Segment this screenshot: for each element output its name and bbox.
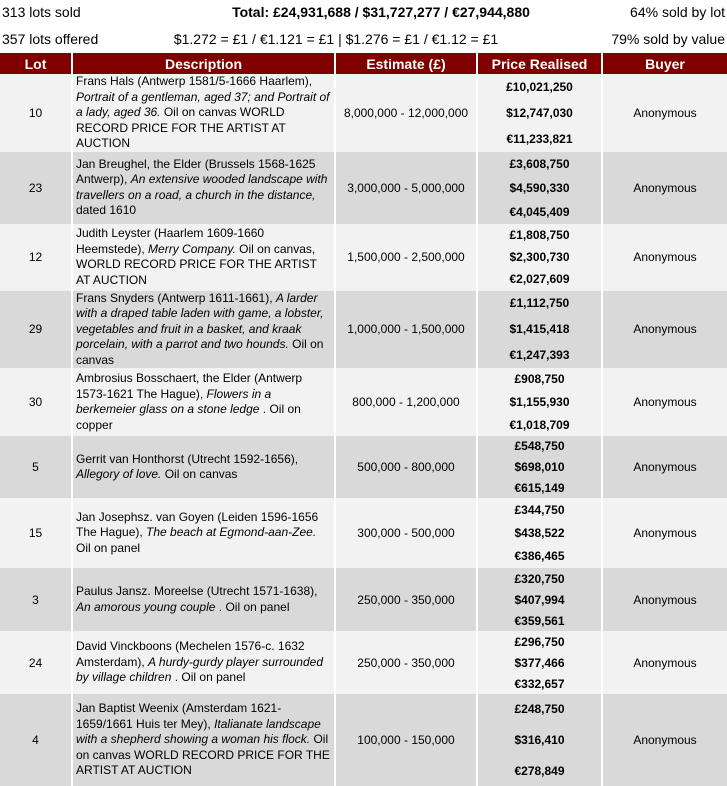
buyer: Anonymous	[602, 291, 727, 369]
price-realised	[477, 291, 602, 369]
lot-description	[72, 568, 335, 631]
table-row	[0, 291, 727, 369]
medium-note: . Oil on panel	[171, 670, 246, 685]
price-gbp: £10,021,250	[506, 79, 573, 94]
lot-number: 23	[0, 152, 72, 224]
buyer: Anonymous	[602, 152, 727, 224]
price-gbp: £1,112,750	[509, 296, 570, 311]
estimate: 500,000 - 800,000	[335, 436, 477, 498]
artist: Ambrosius Bosschaert, the Elder (Antwerp 1573-1621 The Hague),	[76, 371, 303, 401]
lot-description	[72, 368, 335, 436]
price-eur: €615,149	[514, 480, 565, 495]
price-realised	[477, 224, 602, 291]
table-row	[0, 436, 727, 498]
price-usd: $2,300,730	[509, 249, 570, 264]
price-gbp: £296,750	[514, 634, 565, 649]
price-usd: $438,522	[514, 525, 565, 540]
medium-note: . Oil on panel	[215, 599, 290, 614]
artwork-title: Merry Company.	[148, 241, 236, 256]
header-price-realised: Price Realised	[477, 53, 602, 74]
price-eur: €386,465	[514, 549, 565, 564]
price-gbp: £548,750	[514, 439, 565, 454]
lot-number: 15	[0, 498, 72, 568]
table-row	[0, 74, 727, 152]
lot-number: 12	[0, 224, 72, 291]
artist: David Vinckboons (Mechelen 1576-c. 1632 Amsterdam),	[76, 639, 305, 669]
price-usd: $377,466	[514, 655, 565, 670]
summary-row-2	[0, 27, 727, 53]
price-realised	[477, 436, 602, 498]
price-realised	[477, 568, 602, 631]
estimate: 1,000,000 - 1,500,000	[335, 291, 477, 369]
estimate: 800,000 - 1,200,000	[335, 368, 477, 436]
exchange-rates: $1.272 = £1 / €1.121 = £1 | $1.276 = £1 / €1.12 = £1	[173, 31, 499, 47]
price-realised	[477, 152, 602, 224]
price-gbp: £248,750	[514, 702, 565, 717]
total-realised: Total: £24,931,688 / $31,727,277 / €27,944,880	[232, 4, 530, 20]
table-header-row	[0, 53, 727, 74]
table-row	[0, 152, 727, 224]
lot-number: 29	[0, 291, 72, 369]
estimate: 100,000 - 150,000	[335, 694, 477, 786]
price-eur: €1,247,393	[509, 348, 570, 363]
medium-note: Oil on canvas	[76, 337, 324, 367]
table-row	[0, 368, 727, 436]
artist: Frans Snyders (Antwerp 1611-1661),	[76, 290, 276, 305]
sold-by-value: 79% sold by value	[611, 31, 725, 47]
table-row	[0, 568, 727, 631]
medium-note: Oil on panel	[76, 540, 141, 555]
table-row	[0, 631, 727, 694]
price-usd: $12,747,030	[506, 105, 573, 120]
price-gbp: £344,750	[514, 502, 565, 517]
buyer: Anonymous	[602, 74, 727, 152]
artist: Gerrit van Honthorst (Utrecht 1592-1656),	[76, 451, 299, 466]
price-realised	[477, 74, 602, 152]
lot-description	[72, 436, 335, 498]
lots-offered: 357 lots offered	[2, 31, 99, 47]
buyer: Anonymous	[602, 368, 727, 436]
header-estimate: Estimate (£)	[335, 53, 477, 74]
medium-note: dated 1610	[76, 203, 137, 217]
price-realised	[477, 694, 602, 786]
lot-number: 24	[0, 631, 72, 694]
table-row	[0, 498, 727, 568]
buyer: Anonymous	[602, 631, 727, 694]
price-realised	[477, 631, 602, 694]
price-gbp: £908,750	[514, 372, 565, 387]
price-eur: €332,657	[514, 676, 565, 691]
estimate: 250,000 - 350,000	[335, 568, 477, 631]
lot-description	[72, 74, 335, 152]
artwork-title: The beach at Egmond-aan-Zee.	[146, 525, 317, 540]
price-realised	[477, 498, 602, 568]
medium-note: . Oil on copper	[76, 402, 301, 432]
buyer: Anonymous	[602, 498, 727, 568]
estimate: 300,000 - 500,000	[335, 498, 477, 568]
artist: Judith Leyster (Haarlem 1609-1660 Heemstede),	[76, 226, 265, 256]
artist: Paulus Jansz. Moreelse (Utrecht 1571-1638),	[76, 584, 318, 598]
price-eur: €359,561	[514, 613, 565, 628]
price-eur: €278,849	[514, 763, 565, 778]
estimate: 8,000,000 - 12,000,000	[335, 74, 477, 152]
buyer: Anonymous	[602, 224, 727, 291]
medium-note: Oil on canvas WORLD RECORD PRICE FOR THE ARTIST AT AUCTION	[76, 732, 330, 778]
lot-description	[72, 152, 335, 224]
medium-note: Oil on canvas	[161, 467, 238, 481]
lot-number: 10	[0, 74, 72, 152]
header-lot: Lot	[0, 53, 72, 74]
artist: Jan Baptist Weenix (Amsterdam 1621-1659/1661 Huis ter Mey),	[76, 701, 282, 731]
price-eur: €4,045,409	[509, 204, 570, 219]
artwork-title: A hurdy-gurdy player surrounded by village children	[76, 654, 323, 685]
estimate: 1,500,000 - 2,500,000	[335, 224, 477, 291]
artwork-title: Portrait of a gentleman, aged 37; and Portrait of a lady, aged 36.	[76, 89, 330, 119]
artist: Jan Josephsz. van Goyen (Leiden 1596-1656 The Hague),	[76, 509, 319, 540]
price-usd: $4,590,330	[509, 180, 570, 195]
price-eur: €2,027,609	[509, 272, 570, 287]
summary-row-1	[0, 0, 727, 26]
price-gbp: £320,750	[514, 571, 565, 586]
price-usd: $1,155,930	[509, 394, 570, 409]
artwork-title: A larder with a draped table laden with game, a lobster, vegetables and fruit in a basket, and kraak porcelain, with a parrot and two hounds.	[76, 290, 324, 351]
sold-by-lot: 64% sold by lot	[630, 4, 725, 20]
price-usd: $407,994	[514, 592, 565, 607]
price-gbp: £1,808,750	[509, 227, 570, 242]
artwork-title: An extensive wooded landscape with travellers on a road, a church in the distance,	[76, 172, 328, 202]
estimate: 250,000 - 350,000	[335, 631, 477, 694]
results-table	[0, 53, 727, 786]
artwork-title: Flowers in a berkemeier glass on a stone ledge	[76, 386, 272, 416]
lot-number: 30	[0, 368, 72, 436]
lot-description	[72, 498, 335, 568]
artwork-title: Allegory of love.	[76, 467, 162, 481]
lot-number: 3	[0, 568, 72, 631]
table-row	[0, 694, 727, 786]
buyer: Anonymous	[602, 436, 727, 498]
buyer: Anonymous	[602, 694, 727, 786]
price-gbp: £3,608,750	[509, 156, 570, 171]
price-eur: €11,233,821	[506, 131, 573, 146]
table-row	[0, 224, 727, 291]
lot-description	[72, 631, 335, 694]
price-usd: $316,410	[514, 732, 565, 747]
header-description: Description	[72, 53, 335, 74]
price-usd: $698,010	[514, 459, 565, 474]
header-buyer: Buyer	[602, 53, 727, 74]
artwork-title: Italianate landscape with a shepherd showing a woman his flock.	[76, 716, 321, 747]
lot-description	[72, 291, 335, 369]
artist: Frans Hals (Antwerp 1581/5-1666 Haarlem),	[76, 74, 313, 88]
lot-number: 5	[0, 436, 72, 498]
artist: Jan Breughel, the Elder (Brussels 1568-1625 Antwerp),	[76, 156, 316, 186]
lots-sold: 313 lots sold	[2, 4, 81, 20]
price-realised	[477, 368, 602, 436]
price-eur: €1,018,709	[509, 417, 570, 432]
medium-note: Oil on canvas WORLD RECORD PRICE FOR THE ARTIST AT AUCTION	[76, 105, 286, 150]
estimate: 3,000,000 - 5,000,000	[335, 152, 477, 224]
lot-description	[72, 694, 335, 786]
price-usd: $1,415,418	[509, 322, 570, 337]
lot-description	[72, 224, 335, 291]
artwork-title: An amorous young couple	[76, 599, 216, 614]
lot-number: 4	[0, 694, 72, 786]
medium-note: Oil on canvas, WORLD RECORD PRICE FOR THE ARTIST AT AUCTION	[76, 241, 317, 287]
buyer: Anonymous	[602, 568, 727, 631]
